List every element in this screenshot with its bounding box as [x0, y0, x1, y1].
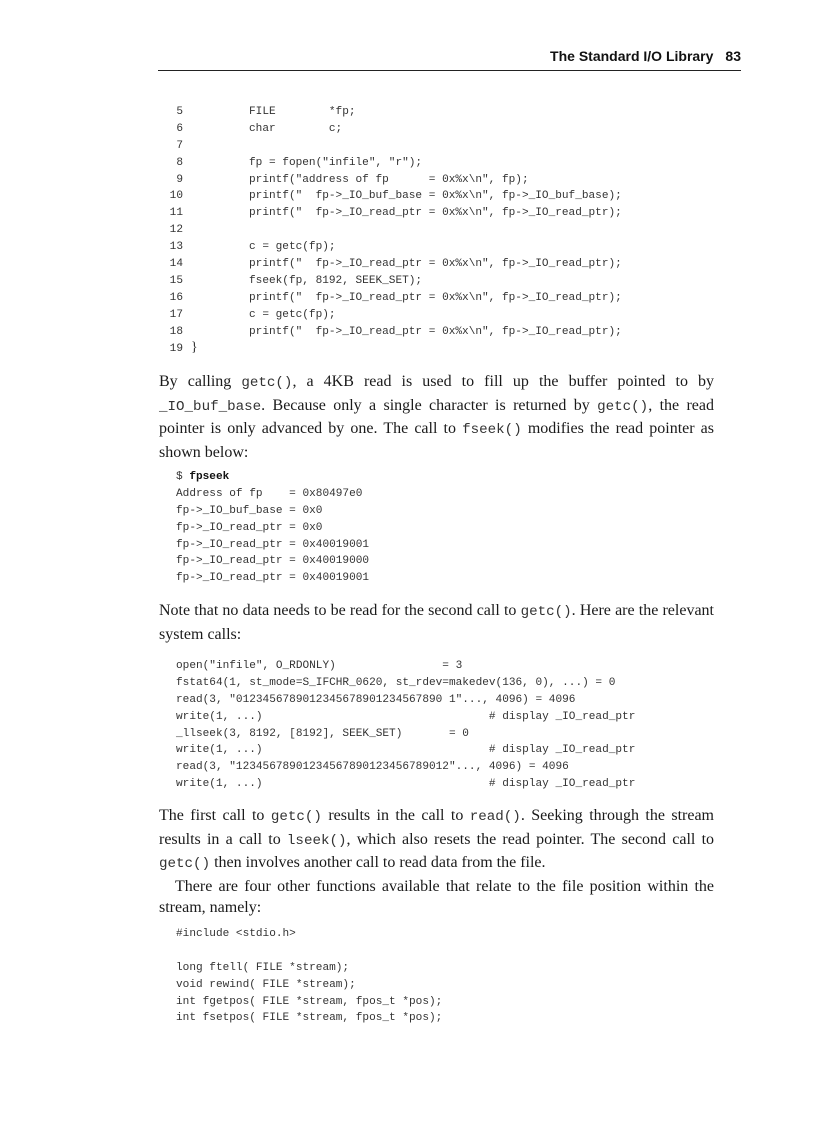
code-line: [168, 138, 622, 155]
line-number: 17: [169, 308, 183, 321]
syscall-line: _llseek(3, 8192, [8192], SEEK_SET) = 0: [176, 727, 469, 740]
code-line: [168, 205, 622, 222]
chapter-title: The Standard I/O Library: [550, 48, 714, 64]
paragraph-system-calls: Note that no data needs to be read for the second call to getc(). Here are the relevant system calls:: [159, 602, 715, 643]
code-line: [168, 256, 622, 273]
prototype-line: int fsetpos( FILE *stream, fpos_t *pos);: [176, 1012, 443, 1025]
running-header: [158, 47, 741, 71]
code-text: printf(" fp->_IO_read_ptr = 0x%x\n", fp->_IO_read_ptr);: [249, 325, 622, 338]
terminal-output-line: fp->_IO_read_ptr = 0x0: [176, 521, 323, 534]
closing-brace: }: [191, 340, 198, 356]
code-text: c = getc(fp);: [249, 241, 336, 254]
shell-prompt: $: [176, 471, 190, 483]
page-number: 83: [725, 48, 741, 64]
code-text: fseek(fp, 8192, SEEK_SET);: [249, 274, 423, 287]
paragraph-getc-read: By calling getc(), a 4KB read is used to fill up the buffer pointed to by _IO_buf_base. Because only a single character is returned by getc(), the read pointer is only advanced by one. The call to fseek() modifies the read pointer as shown below:: [159, 373, 715, 461]
code-line: [168, 290, 622, 307]
prototype-line: int fgetpos( FILE *stream, fpos_t *pos);: [176, 995, 443, 1008]
line-number: 8: [176, 156, 183, 169]
terminal-output-line: fp->_IO_read_ptr = 0x40019000: [176, 555, 370, 568]
terminal-output-line: fp->_IO_read_ptr = 0x40019001: [176, 538, 370, 551]
prototype-line: long ftell( FILE *stream);: [176, 961, 350, 974]
line-number: 11: [169, 207, 183, 220]
line-number: 18: [169, 325, 183, 338]
system-call-trace: [176, 658, 635, 793]
line-number: 9: [176, 173, 183, 186]
terminal-output-line: fp->_IO_read_ptr = 0x40019001: [176, 572, 370, 585]
line-number: 5: [176, 106, 183, 118]
code-text: char c;: [249, 122, 343, 135]
line-number: 7: [176, 139, 183, 152]
code-text: printf(" fp->_IO_read_ptr = 0x%x\n", fp->_IO_read_ptr);: [249, 291, 622, 304]
terminal-output: [176, 469, 369, 587]
line-number: 13: [169, 241, 183, 254]
syscall-line: read(3, "0123456789012345678901234567890 1"..., 4096) = 4096: [176, 693, 576, 706]
prototype-line: #include <stdio.h>: [176, 928, 296, 940]
line-number: 10: [169, 190, 183, 203]
code-line: [168, 188, 622, 205]
code-text: printf(" fp->_IO_read_ptr = 0x%x\n", fp->_IO_read_ptr);: [249, 258, 622, 271]
code-line: [168, 273, 622, 290]
paragraph-seek-explanation: The first call to getc() results in the call to read(). Seeking through the stream results in a call to lseek(), which also resets the read pointer. The second call to getc() then involves another call to read data from the file. There are four other functions available that relate to the file position within the stream, namely:: [159, 805, 714, 919]
code-line: [168, 172, 622, 189]
code-text: printf(" fp->_IO_buf_base = 0x%x\n", fp->_IO_buf_base);: [249, 190, 622, 203]
code-line: [168, 239, 622, 256]
code-text: printf(" fp->_IO_read_ptr = 0x%x\n", fp->_IO_read_ptr);: [249, 207, 622, 220]
line-number: 6: [176, 122, 183, 135]
code-line: [168, 340, 622, 357]
code-line: [168, 324, 622, 341]
syscall-line: write(1, ...) # display _IO_read_ptr: [176, 710, 636, 723]
paragraph-file-position: There are four other functions available that relate to the file position within the stream, namely:: [159, 877, 714, 916]
header-text: [550, 48, 741, 64]
terminal-command-line: [176, 469, 369, 486]
line-number: 14: [169, 258, 183, 271]
code-text: FILE *fp;: [249, 106, 356, 118]
line-number: 16: [169, 291, 183, 304]
code-text: c = getc(fp);: [249, 308, 336, 321]
code-line: [168, 307, 622, 324]
code-line: [168, 155, 622, 172]
code-text: printf("address of fp = 0x%x\n", fp);: [249, 173, 529, 186]
code-line: [168, 121, 622, 138]
syscall-line: read(3, "12345678901234567890123456789012"..., 4096) = 4096: [176, 761, 569, 774]
line-number: 12: [169, 224, 183, 237]
prototype-line: [176, 943, 442, 960]
prototype-line: void rewind( FILE *stream);: [176, 978, 356, 991]
terminal-output-line: Address of fp = 0x80497e0: [176, 487, 363, 500]
line-number: 15: [169, 274, 183, 287]
terminal-output-line: fp->_IO_buf_base = 0x0: [176, 504, 323, 517]
syscall-line: fstat64(1, st_mode=S_IFCHR_0620, st_rdev=makedev(136, 0), ...) = 0: [176, 676, 616, 689]
code-text: fp = fopen("infile", "r");: [249, 156, 423, 169]
syscall-line: write(1, ...) # display _IO_read_ptr: [176, 778, 636, 791]
line-number: 19: [169, 343, 183, 356]
function-prototypes: [176, 926, 442, 1027]
code-listing: [168, 104, 622, 357]
syscall-line: write(1, ...) # display _IO_read_ptr: [176, 744, 636, 757]
shell-command: fpseek: [189, 471, 230, 483]
code-line: [168, 104, 622, 121]
code-line: [168, 222, 622, 239]
syscall-line: open("infile", O_RDONLY) = 3: [176, 660, 463, 672]
